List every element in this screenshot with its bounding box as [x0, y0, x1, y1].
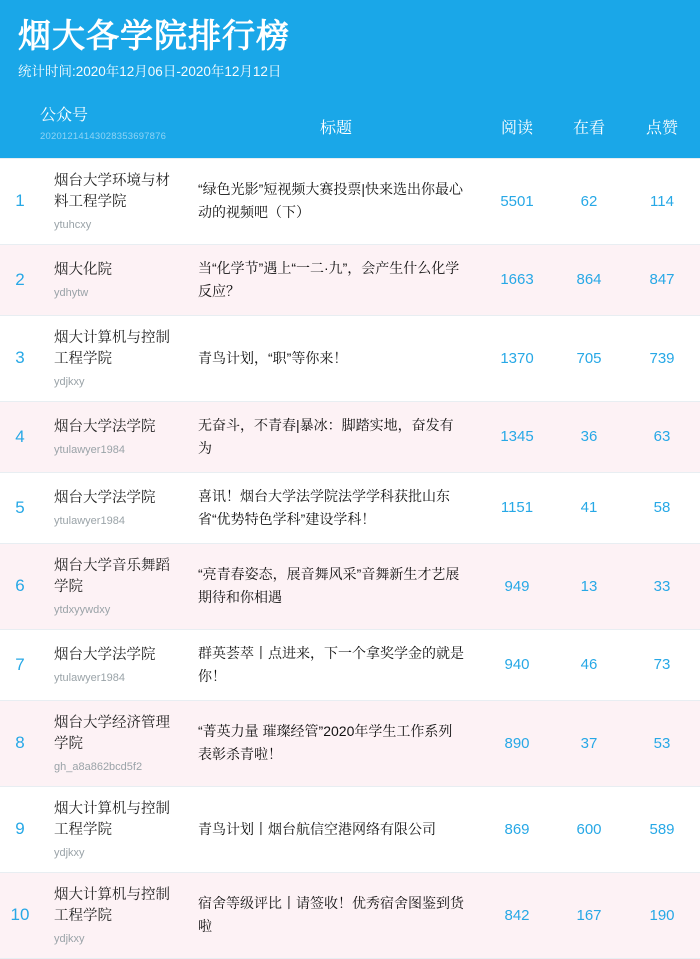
row-like: 73	[653, 656, 671, 673]
row-read: 1151	[500, 499, 534, 516]
header-like: 点赞	[645, 120, 678, 138]
table-row[interactable]	[0, 158, 700, 244]
row-account-code: ydjkxy	[54, 375, 85, 388]
row-watching: 37	[580, 734, 598, 752]
row-account-code: ytulawyer1984	[54, 514, 125, 527]
table-row[interactable]	[0, 700, 700, 786]
row-account-code: ydjkxy	[54, 932, 85, 945]
row-account-name: 烟大计算机与控制工程学院	[54, 886, 170, 924]
row-like: 114	[650, 192, 674, 210]
row-rank: 3	[15, 348, 25, 367]
row-read: 949	[504, 577, 530, 595]
header-account-label: 公众号	[40, 107, 89, 125]
row-account-name: 烟台大学环境与材料工程学院	[54, 172, 170, 210]
row-rank: 5	[15, 497, 25, 517]
row-title[interactable]: 青鸟计划丨烟台航信空港网络有限公司	[198, 820, 436, 837]
row-read: 1345	[500, 428, 534, 445]
row-rank: 4	[15, 426, 25, 446]
row-account-code: ytdxyywdxy	[54, 603, 111, 616]
row-account-code: ydhytw	[54, 286, 89, 299]
row-account-name: 烟台大学法学院	[54, 646, 156, 663]
table-row[interactable]	[0, 872, 700, 958]
row-account	[40, 244, 192, 315]
row-account	[40, 543, 192, 629]
row-rank: 7	[15, 654, 25, 674]
row-like: 63	[653, 428, 671, 445]
row-like: 53	[653, 734, 671, 752]
table-row[interactable]	[0, 315, 700, 401]
row-account-name: 烟台大学法学院	[54, 418, 156, 435]
row-rank: 10	[10, 905, 30, 924]
row-read: 842	[504, 906, 530, 924]
row-account-code: gh_a8a862bcd5f2	[54, 760, 143, 773]
header-account-code: 20201214143028353697876	[40, 131, 167, 143]
row-like: 589	[649, 820, 675, 838]
row-title[interactable]: 当“化学节”遇上“一二·九”，会产生什么化学反应？	[198, 259, 460, 299]
row-read: 1370	[500, 349, 534, 367]
row-account-name: 烟大化院	[54, 261, 112, 278]
page-header	[0, 0, 700, 96]
row-read: 890	[504, 734, 530, 752]
row-watching: 41	[580, 499, 598, 516]
row-account-code: ydjkxy	[54, 846, 85, 859]
row-read: 869	[504, 820, 530, 838]
row-title[interactable]: “菁英力量 璀璨经管”2020年学生工作系列表彰杀青啦！	[198, 723, 453, 762]
row-like: 739	[649, 349, 675, 367]
row-read: 1663	[500, 271, 534, 288]
row-account	[40, 629, 192, 700]
row-account-name: 烟大计算机与控制工程学院	[54, 800, 170, 838]
header-read: 阅读	[500, 120, 533, 138]
row-title[interactable]: 群英荟萃丨点进来，下一个拿奖学金的就是你！	[198, 644, 464, 684]
row-watching: 62	[580, 192, 598, 210]
row-title[interactable]: “绿色光影”短视频大赛投票|快来选出你最心动的视频吧（下）	[198, 181, 463, 220]
row-account-code: ytulawyer1984	[54, 671, 125, 684]
table-row[interactable]	[0, 543, 700, 629]
ranking-table	[0, 96, 700, 959]
row-account	[40, 158, 192, 244]
row-rank: 9	[15, 819, 25, 838]
row-read: 5501	[500, 192, 534, 210]
row-rank: 2	[15, 269, 25, 289]
row-account-code: ytulawyer1984	[54, 443, 125, 456]
row-watching: 864	[576, 271, 602, 288]
page-title: 烟大各学院排行榜	[18, 17, 290, 54]
row-account	[40, 401, 192, 472]
row-account	[40, 472, 192, 543]
row-like: 847	[649, 271, 675, 288]
header-watching: 在看	[572, 120, 605, 138]
table-row[interactable]	[0, 472, 700, 543]
row-account	[40, 872, 192, 958]
row-account-name: 烟台大学音乐舞蹈学院	[54, 557, 170, 595]
table-row[interactable]	[0, 401, 700, 472]
table-row[interactable]	[0, 244, 700, 315]
row-watching: 600	[576, 820, 602, 838]
row-read: 940	[504, 656, 530, 673]
header-account	[40, 96, 192, 158]
row-title[interactable]: 青鸟计划，“职”等你来！	[198, 349, 348, 366]
row-account	[40, 315, 192, 401]
header-rank	[0, 96, 40, 158]
table-row[interactable]	[0, 786, 700, 872]
row-title[interactable]: 宿舍等级评比丨请签收！优秀宿舍图鉴到货啦	[198, 895, 464, 934]
row-account-name: 烟台大学经济管理学院	[54, 714, 170, 752]
row-account-name: 烟台大学法学院	[54, 489, 156, 506]
header-title: 标题	[319, 120, 352, 138]
row-account-code: ytuhcxy	[54, 218, 92, 231]
row-title[interactable]: “亮青春姿态，展音舞风采”音舞新生才艺展期待和你相遇	[198, 566, 460, 605]
row-like: 33	[653, 577, 671, 595]
row-rank: 6	[15, 576, 25, 595]
row-rank: 1	[15, 191, 25, 210]
row-account	[40, 786, 192, 872]
row-watching: 705	[576, 349, 602, 367]
row-like: 190	[649, 906, 675, 924]
table-header-row	[0, 96, 700, 158]
row-watching: 167	[576, 906, 602, 924]
statistics-period: 统计时间:2020年12月06日-2020年12月12日	[18, 64, 282, 79]
row-rank: 8	[15, 733, 25, 752]
row-watching: 13	[580, 577, 598, 595]
row-account-name: 烟大计算机与控制工程学院	[54, 329, 170, 367]
table-row[interactable]	[0, 629, 700, 700]
row-watching: 36	[580, 428, 598, 445]
row-title[interactable]: 无奋斗，不青春|暴冰：脚踏实地，奋发有为	[198, 416, 454, 456]
row-watching: 46	[580, 656, 598, 673]
row-account	[40, 700, 192, 786]
row-like: 58	[653, 499, 671, 516]
row-title[interactable]: 喜讯！烟台大学法学院法学学科获批山东省“优势特色学科”建设学科！	[198, 487, 450, 527]
